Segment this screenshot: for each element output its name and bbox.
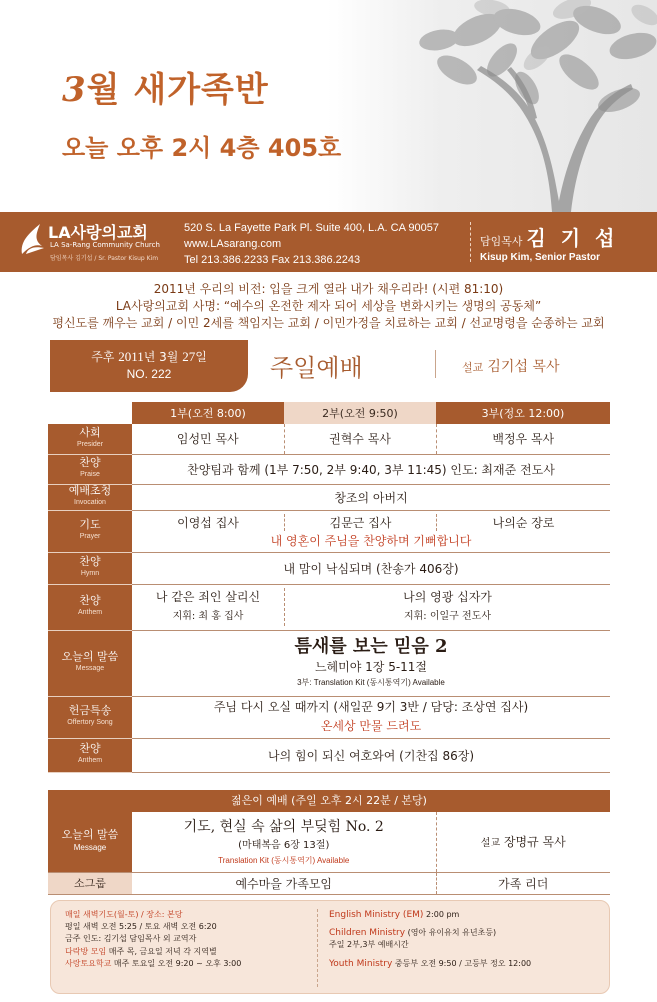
vision-line: 2011년 우리의 비전: 입을 크게 열라 내가 채우리라! (시편 81:10) [153,282,504,296]
date-suffix: 일 [195,350,207,364]
service-date-box [50,340,248,392]
table-row [48,738,610,772]
anthem-left [132,588,284,626]
prayer-cell [132,510,610,552]
upper-room-info: 다락방 모임 매주 목, 금요일 저녁 각 지역별 [65,946,217,956]
offertory-note: 온세상 만물 드려도 [320,719,422,733]
service-title: 주일예배 [270,354,363,382]
date-year: 2011 [118,349,144,364]
translation-note: 3부: Translation Kit (동시통역기) Available [297,678,445,687]
dawn-prayer-heading: 매일 새벽기도(월-토) / 장소: 본당 [65,910,183,919]
hero-title-text: 월 새가족반 [86,70,269,110]
message-cell [132,630,610,696]
table-row [48,696,610,738]
prayer-leaders [132,512,610,532]
prayer-note: 내 영혼이 주님을 찬양하며 기뻐합니다 [270,534,472,548]
church-logo-name: LA사랑의교회 [48,223,148,242]
header-service-1: 1부(오전 8:00) [132,402,284,424]
date-day: 27 [182,349,196,364]
church-contact [184,220,439,268]
youth-sermon-title: 기도, 현실 속 삶의 부딪힘 No. 2 [183,818,384,835]
anthem-right-title: 나의 영광 십자가 [403,590,492,604]
date-month: 년 3월 [143,350,179,364]
saturday-school-info: 사랑토요학교 매주 토요일 오전 9:20 ~ 오후 3:00 [65,958,242,968]
children-ministry-time: 주일 2부,3부 예배시간 [329,940,409,950]
table-row [48,872,610,894]
vision-statement [0,281,657,332]
sermon-scripture: 느헤미야 1장 5-11절 [314,660,428,674]
tree-illustration [327,0,657,212]
band-divider [470,222,471,262]
hero-subtitle: 오늘 오후 2시 4층 405호 [62,134,342,162]
row-label-small-group: 소그룹 [48,872,132,894]
pastor-label: 담임목사 [480,235,523,248]
anthem-left-conductor: 지휘: 최 홍 집사 [172,611,244,622]
invocation-value: 창조의 아버지 [132,484,610,510]
table-row [48,630,610,696]
row-label-offertory: 헌금특송 Offertory Song [48,696,132,738]
youth-scripture: (마태복음 6장 13절) [238,839,330,851]
mission-line: LA사랑의교회 사명: “예수의 온전한 제자 되어 세상을 변화시키는 생명의 공동체” [115,299,542,313]
table-row [48,424,610,454]
table-header-row [48,402,610,424]
row-label-invocation: 예배초청 Invocation [48,484,132,510]
table-row [48,584,610,630]
church-logo [18,218,178,266]
church-logo-pastor: 담임목사 김기섭 / Sr. Pastor Kisup Kim [50,255,159,262]
table-row [48,552,610,584]
header-service-2: 2부(오전 9:50) [284,402,436,424]
table-row [48,484,610,510]
date-prefix: 주후 [91,350,115,364]
youth-preacher: 설교 장명규 목사 [436,812,610,872]
church-logo-english: LA Sa-Rang Community Church [50,241,160,249]
small-group-value: 예수마을 가족모임 [132,872,436,894]
youth-ministry-info: Youth Ministry 중등부 오전 9:50 / 고등부 정오 12:00 [329,958,532,969]
praise-value: 찬양팀과 함께 (1부 7:50, 2부 9:40, 3부 11:45) 인도: 최재준 전도사 [132,454,610,484]
info-column-left [65,909,315,970]
row-label-prayer: 기도 Prayer [48,510,132,552]
row-label-youth-message: 오늘의 말씀 Message [48,812,132,872]
row-label-praise: 찬양 Praise [48,454,132,484]
table-row [48,510,610,552]
values-line: 평신도를 깨우는 교회 / 이민 2세를 책임지는 교회 / 이민가정을 치료하는 교회 / 선교명령을 순종하는 교회 [52,316,605,330]
header-divider [435,350,436,378]
service-preacher [462,356,559,376]
pastor-english-name: Kisup Kim, Senior Pastor [480,252,601,263]
anthem-2-value: 나의 힘이 되신 여호와여 (기찬집 86장) [132,738,610,772]
hero-banner [0,0,657,212]
sermon-title: 틈새를 보는 믿음 2 [294,636,448,657]
youth-service-table [48,812,610,895]
row-label-message: 오늘의 말씀 Message [48,630,132,696]
dawn-prayer-times: 평일 새벽 오전 5:25 / 토요 새벽 오전 6:20 [65,922,217,932]
info-column-right [329,909,599,970]
prayer-3: 나의순 장로 [436,514,610,531]
pastor-name: 김 기 섭 [526,226,619,250]
youth-service-bar: 젊은이 예배 (주일 오후 2시 22분 / 본당) [48,790,610,812]
bulletin-number: NO. 222 [126,367,172,381]
anthem-right [284,588,610,626]
presider-3: 백정우 목사 [436,424,610,454]
row-label-anthem: 찬양 Anthem [48,584,132,630]
hero-title [62,62,269,111]
anthem-right-conductor: 지휘: 이일구 전도사 [403,611,491,622]
english-ministry-info: English Ministry (EM) 2:00 pm [329,910,460,920]
church-address: 520 S. La Fayette Park Pl. Suite 400, L.A. CA 90057 [184,222,439,234]
header-blank [48,402,132,424]
info-divider [317,909,318,987]
anthem-cell [132,584,610,630]
children-ministry-info: Children Ministry (영아 유이유치 유년초등) [329,928,497,939]
youth-message-cell [132,812,436,872]
senior-pastor [480,222,618,263]
prayer-2: 김문근 집사 [284,514,436,531]
table-row [48,812,610,872]
church-info-band [0,212,657,272]
small-group-leader: 가족 리더 [436,872,610,894]
ministry-info-box [50,900,610,994]
service-date [50,348,248,365]
church-phone: Tel 213.386.2233 Fax 213.386.2243 [184,254,361,266]
preacher-label: 설교 [462,361,484,374]
hymn-value: 내 맘이 낙심되며 (찬송가 406장) [132,552,610,584]
service-header [50,340,610,396]
presider-1: 임성민 목사 [132,424,284,454]
row-label-hymn: 찬양 Hymn [48,552,132,584]
church-website-link[interactable]: www.LAsarang.com [184,238,282,250]
offertory-cell [132,696,610,738]
flame-logo-icon [18,220,48,256]
row-label-presider: 사회 Presider [48,424,132,454]
hero-title-number: 3 [62,70,87,110]
preacher-name: 김기섭 목사 [487,359,560,375]
offertory-value: 주님 다시 오실 때까지 (새일꾼 9기 3반 / 담당: 조상연 집사) [213,700,529,714]
presider-2: 권혁수 목사 [284,424,436,454]
anthem-left-title: 나 같은 죄인 살리신 [155,590,261,604]
dawn-prayer-leader: 금주 인도: 김기섭 담임목사 외 교역자 [65,934,197,944]
anthem-choirs [132,588,610,626]
youth-translation-note: Translation Kit (동시통역기) Available [218,855,350,865]
row-label-anthem-2: 찬양 Anthem [48,738,132,772]
header-service-3: 3부(정오 12:00) [436,402,610,424]
table-row [48,454,610,484]
worship-order-table [48,402,610,773]
prayer-1: 이영섭 집사 [177,515,239,530]
